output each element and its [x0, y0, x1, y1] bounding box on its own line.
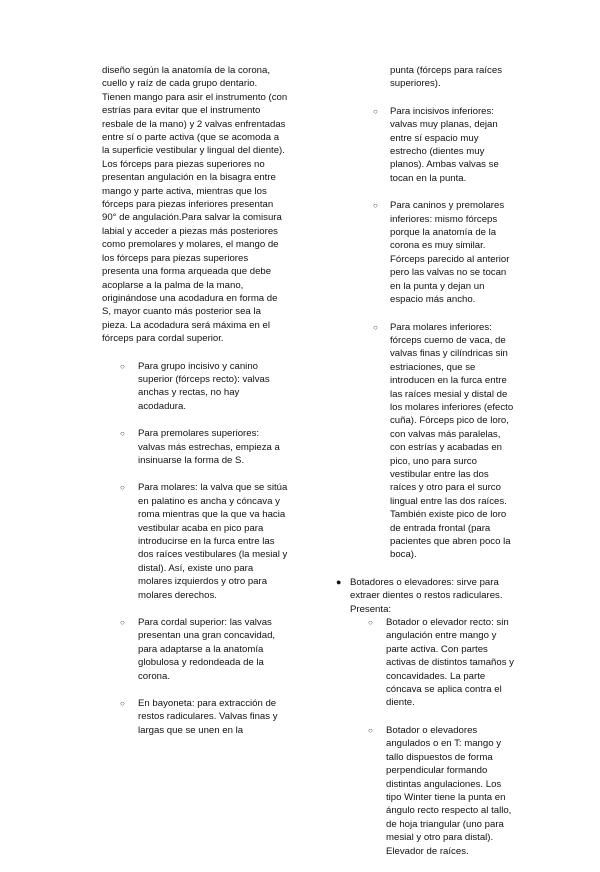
list-item [102, 427, 288, 467]
forceps-upper-list [102, 360, 288, 738]
list-item-text: Para premolares superiores: valvas más estrechas, empieza a insinuarse la forma de S. [138, 428, 280, 466]
circle-bullet-icon: ○ [120, 483, 125, 493]
circle-bullet-icon: ○ [368, 618, 373, 628]
circle-bullet-icon: ○ [373, 106, 378, 116]
list-item-text: Para cordal superior: las valvas presentan una gran concavidad, para adaptarse a la anatomía globulosa y redondeada de la corona. [138, 617, 276, 682]
botadores-list [350, 616, 515, 858]
intro-paragraph: diseño según la anatomía de la corona, cuello y raíz de cada grupo dentario. Tienen mango para asir el instrumento (con estrías para evitar que el instrumento resbale de la mano) y 2 valvas enfrentadas entre sí o parte activa (que se acomoda a la superficie vestibular y lingual del diente). Los fórceps para piezas superiores no presentan angulación en la bisagra entre mango y parte activa, mientras que los fórceps para piezas inferiores presentan 90° de angulación.Para salvar la comisura labial y acceder a piezas más posteriores como premolares y molares, el mango de los fórceps para piezas superiores presenta una forma arqueada que debe acoplarse a la palma de la mano, originándose una acodadura en forma de S, mayor cuanto más posterior sea la pieza. La acodadura será máxima en el fórceps para cordal superior. [102, 65, 288, 345]
left-column [102, 64, 288, 751]
circle-bullet-icon: ○ [120, 699, 125, 709]
list-item [102, 481, 288, 602]
circle-bullet-icon: ○ [120, 429, 125, 439]
right-column [336, 64, 515, 872]
list-item-text: En bayoneta: para extracción de restos radiculares. Valvas finas y largas que se unen en la [138, 698, 278, 736]
circle-bullet-icon: ○ [373, 201, 378, 211]
filled-bullet-icon: ● [336, 576, 342, 587]
list-item-text: Para molares: la valva que se sitúa en palatino es ancha y cóncava y roma mientras que la que va hacia vestibular acaba en pico para introducirse en la furca entre las dos raíces vestibulares (la mesial y distal). Así, existe uno para molares izquierdos y otro para molares derechos. [138, 482, 288, 601]
circle-bullet-icon: ○ [120, 618, 125, 628]
list-item [102, 697, 288, 737]
list-item-text: Para molares inferiores: fórceps cuerno de vaca, de valvas finas y cilíndricas sin estriaciones, que se introducen en la furca entre las raíces mesial y distal de los molares inferiores (efecto cuña). Fórceps pico de loro, con valvas más paralelas, con estrías y acabadas en pico, uno para surco vestibular entre las dos raíces y otro para el surco lingual entre las dos raíces. También existe pico de loro de entrada frontal (para pacientes que abren poco la boca). [390, 321, 514, 561]
list-item-text: Botador o elevador recto: sin angulación entre mango y parte activa. Con partes activas de distintos tamaños y concavidades. La parte cóncava se aplica contra el diente. [386, 617, 514, 709]
list-item-text: Para incisivos inferiores: valvas muy planas, dejan entre sí espacio muy estrecho (dientes muy planos). Ambas valvas se tocan en la punta. [390, 105, 499, 184]
circle-bullet-icon: ○ [120, 361, 125, 371]
list-item [350, 724, 515, 858]
list-item [340, 321, 515, 562]
list-item [340, 105, 515, 185]
list-item [102, 616, 288, 683]
list-item-text: Para grupo incisivo y canino superior (fórceps recto): valvas anchas y rectas, no hay acodadura. [138, 360, 270, 412]
continuation-text: punta (fórceps para raíces superiores). [390, 65, 502, 90]
list-item-text: Para caninos y premolares inferiores: mismo fórceps porque la anatomía de la corona es muy similar. Fórceps parecido al anterior pero las valvas no se tocan en la punta y dejan un espacio más ancho. [390, 200, 510, 306]
list-item-text: Botador o elevadores angulados o en T: mango y tallo dispuestos de forma perpendicular formando distintas angulaciones. Los tipo Winter tiene la punta en ángulo recto respecto al tallo, de hoja triangular (uno para mesial y otro para distal). Elevador de raíces. [386, 724, 512, 857]
list-item [102, 360, 288, 414]
circle-bullet-icon: ○ [373, 322, 378, 332]
forceps-lower-list [340, 105, 515, 562]
circle-bullet-icon: ○ [368, 725, 373, 735]
bullet-text: Botadores o elevadores: sirve para extraer dientes o restos radiculares. Presenta: [350, 576, 503, 615]
botadores-bullet [336, 576, 515, 858]
list-item [340, 199, 515, 306]
list-item [350, 616, 515, 710]
